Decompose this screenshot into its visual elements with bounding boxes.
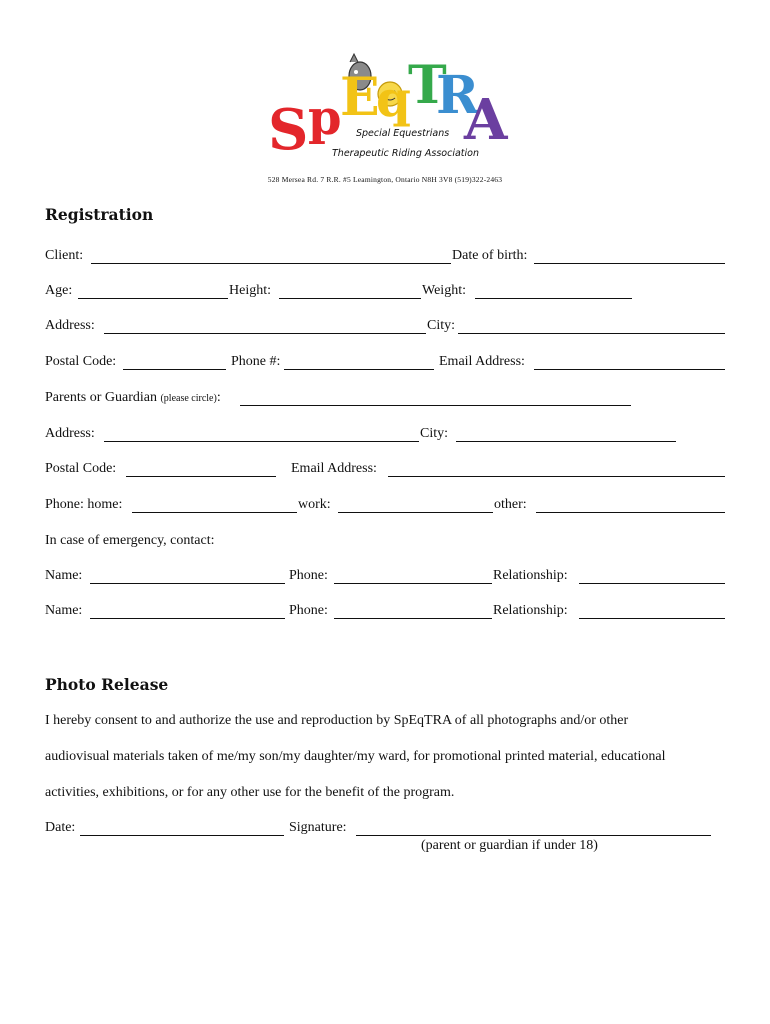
age-field[interactable]: [78, 283, 228, 299]
logo-letter-p: p: [308, 90, 342, 146]
logo-letter-s: S: [268, 97, 309, 163]
logo-letter-t: T: [408, 55, 447, 116]
relationship2-field[interactable]: [579, 603, 725, 619]
row-date-signature: [45, 820, 725, 838]
row-phones: [45, 497, 725, 515]
row-address: [45, 318, 725, 336]
name1-label: Name:: [45, 568, 83, 583]
photo-release-heading: Photo Release: [45, 675, 169, 694]
relationship1-label: Relationship:: [493, 568, 568, 583]
row-postal-email-2: [45, 461, 725, 479]
dob-field[interactable]: [534, 248, 725, 264]
email2-field[interactable]: [388, 461, 725, 477]
logo-tagline-2: Therapeutic Riding Association: [332, 148, 479, 159]
relationship2-label: Relationship:: [493, 603, 568, 618]
consent-line-2: audiovisual materials taken of me/my son/my daughter/my ward, for promotional printed material, educational: [45, 749, 666, 764]
row-emergency-contact-2: [45, 603, 725, 621]
work-field[interactable]: [338, 497, 493, 513]
other-label: other:: [494, 497, 527, 512]
weight-label: Weight:: [422, 283, 466, 298]
logo-letter-e: E: [340, 67, 380, 128]
phone-label: Phone #:: [231, 354, 281, 369]
dob-label: Date of birth:: [452, 248, 528, 263]
postal2-field[interactable]: [126, 461, 276, 477]
row-emergency-contact-1: [45, 568, 725, 586]
phone-home-label: Phone: home:: [45, 497, 123, 512]
signature-label: Signature:: [289, 820, 347, 835]
row-parents: [45, 390, 725, 408]
ephone2-field[interactable]: [334, 603, 492, 619]
parents-colon: :: [216, 390, 221, 405]
consent-line-3: activities, exhibitions, or for any other use for the benefit of the program.: [45, 785, 455, 800]
age-label: Age:: [45, 283, 73, 298]
logo-letter-r: R: [436, 65, 480, 126]
address-label: Address:: [45, 318, 95, 333]
row-address-2: [45, 426, 725, 444]
name1-field[interactable]: [90, 568, 285, 584]
name2-label: Name:: [45, 603, 83, 618]
ephone1-label: Phone:: [289, 568, 328, 583]
logo-tagline-1: Special Equestrians: [356, 128, 450, 139]
parents-note: (please circle): [160, 393, 217, 404]
row-client: [45, 248, 725, 266]
parents-label: [45, 390, 221, 406]
client-label: Client:: [45, 248, 84, 263]
postal-field[interactable]: [123, 354, 226, 370]
registration-heading: Registration: [45, 205, 154, 224]
emergency-label: In case of emergency, contact:: [45, 533, 215, 548]
address2-label: Address:: [45, 426, 95, 441]
date-field[interactable]: [80, 820, 284, 836]
weight-field[interactable]: [475, 283, 632, 299]
signature-field[interactable]: [356, 820, 711, 836]
relationship1-field[interactable]: [579, 568, 725, 584]
row-emergency: [45, 533, 725, 551]
parents-field[interactable]: [240, 390, 631, 406]
name2-field[interactable]: [90, 603, 285, 619]
row-postal-phone-email: [45, 354, 725, 372]
logo-letter-q: q: [376, 69, 411, 128]
city-label: City:: [427, 318, 456, 333]
ephone2-label: Phone:: [289, 603, 328, 618]
height-field[interactable]: [279, 283, 421, 299]
row-age: [45, 283, 725, 301]
ephone1-field[interactable]: [334, 568, 492, 584]
phone-home-field[interactable]: [132, 497, 297, 513]
parents-label-text: Parents or Guardian: [45, 390, 157, 405]
speqtra-logo: [268, 50, 508, 170]
postal-label: Postal Code:: [45, 354, 117, 369]
city2-label: City:: [420, 426, 449, 441]
height-label: Height:: [229, 283, 271, 298]
other-field[interactable]: [536, 497, 725, 513]
city-field[interactable]: [458, 318, 725, 334]
client-field[interactable]: [91, 248, 451, 264]
logo-letter-a: A: [464, 87, 508, 153]
work-label: work:: [298, 497, 331, 512]
address-field[interactable]: [104, 318, 426, 334]
phone-field[interactable]: [284, 354, 434, 370]
consent-line-1: I hereby consent to and authorize the use and reproduction by SpEqTRA of all photographs and/or other: [45, 713, 629, 728]
email-label: Email Address:: [439, 354, 525, 369]
city2-field[interactable]: [456, 426, 676, 442]
organization-address: 528 Mersea Rd. 7 R.R. #5 Leamington, Ontario N8H 3V8 (519)322-2463: [267, 175, 503, 184]
email-field[interactable]: [534, 354, 725, 370]
date-label: Date:: [45, 820, 76, 835]
email2-label: Email Address:: [291, 461, 377, 476]
address2-field[interactable]: [104, 426, 419, 442]
postal2-label: Postal Code:: [45, 461, 117, 476]
signature-note: (parent or guardian if under 18): [421, 838, 598, 853]
